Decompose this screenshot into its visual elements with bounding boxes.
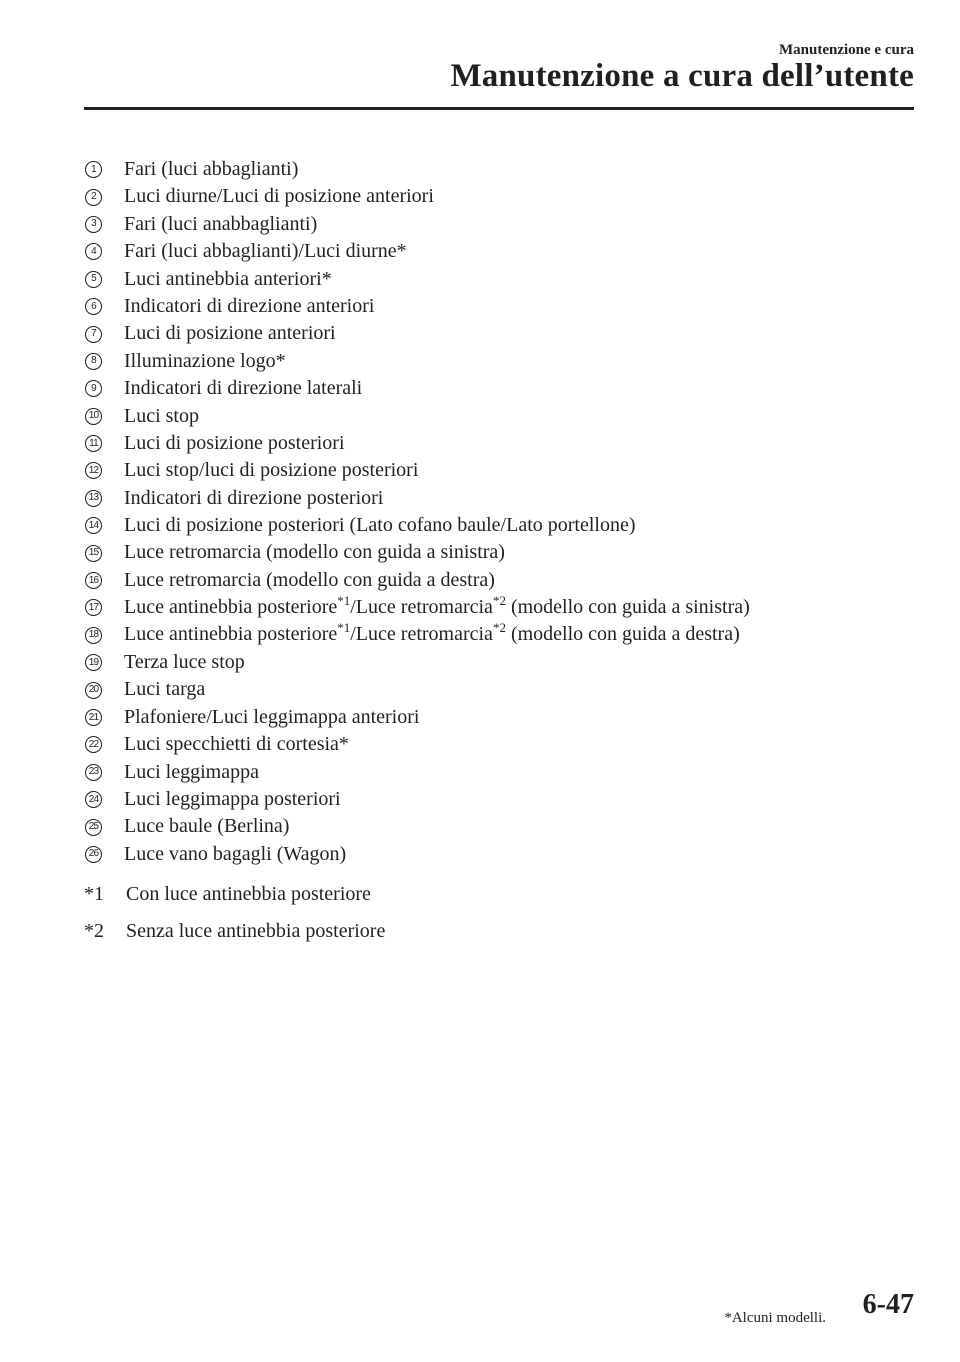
- list-item: [84, 238, 750, 265]
- list-item: [84, 813, 750, 840]
- circled-number: 8: [85, 353, 102, 370]
- item-text: Luci di posizione posteriori (Lato cofano baule/Lato portellone): [124, 514, 636, 537]
- footnote-text: Con luce antinebbia posteriore: [126, 883, 371, 905]
- list-item: [84, 403, 750, 430]
- circled-number: 9: [85, 380, 102, 397]
- circled-number: 16: [85, 572, 102, 589]
- item-text: Luce retromarcia (modello con guida a destra): [124, 568, 495, 591]
- item-text: Luci targa: [124, 678, 206, 701]
- circled-number: 2: [85, 189, 102, 206]
- footnote-ref: *2: [492, 592, 506, 608]
- circled-number: 23: [85, 764, 102, 781]
- item-text: Terza luce stop: [124, 651, 245, 674]
- circled-number: 14: [85, 517, 102, 534]
- footnote: [84, 880, 385, 917]
- lamp-list: [84, 156, 750, 868]
- list-item: [84, 786, 750, 813]
- footnote-mark: *2: [84, 920, 104, 942]
- item-text: Luci leggimappa posteriori: [124, 787, 341, 810]
- circled-number: 6: [85, 298, 102, 315]
- circled-number: 10: [85, 408, 102, 425]
- list-item: [84, 211, 750, 238]
- list-item: [84, 622, 750, 649]
- section-label: Manutenzione e cura: [779, 42, 914, 58]
- item-text: Luci stop/luci di posizione posteriori: [124, 459, 419, 482]
- item-text: Luce vano bagagli (Wagon): [124, 842, 347, 865]
- circled-number: 11: [85, 435, 102, 452]
- circled-number: 15: [85, 545, 102, 562]
- models-note: *Alcuni modelli.: [724, 1310, 826, 1326]
- list-item: [84, 512, 750, 539]
- circled-number: 1: [85, 161, 102, 178]
- list-item: [84, 293, 750, 320]
- footnote-text: Senza luce antinebbia posteriore: [126, 920, 386, 942]
- circled-number: 3: [85, 216, 102, 233]
- circled-number: 12: [85, 462, 102, 479]
- circled-number: 18: [85, 627, 102, 644]
- item-text: Luci diurne/Luci di posizione anteriori: [124, 185, 434, 208]
- item-text: Indicatori di direzione posteriori: [124, 486, 384, 509]
- list-item: [84, 676, 750, 703]
- circled-number: 13: [85, 490, 102, 507]
- list-item: [84, 183, 750, 210]
- circled-number: 7: [85, 326, 102, 343]
- circled-number: 26: [85, 846, 102, 863]
- circled-number: 21: [85, 709, 102, 726]
- list-item: [84, 759, 750, 786]
- circled-number: 22: [85, 736, 102, 753]
- circled-number: 24: [85, 791, 102, 808]
- item-text: Indicatori di direzione anteriori: [124, 294, 375, 317]
- circled-number: 17: [85, 599, 102, 616]
- list-item: [84, 841, 750, 868]
- footnote-ref: *2: [492, 620, 506, 636]
- circled-number: 19: [85, 654, 102, 671]
- list-item: [84, 430, 750, 457]
- circled-number: 25: [85, 819, 102, 836]
- item-text: Luci stop: [124, 404, 199, 427]
- footnote-ref: *1: [337, 592, 351, 608]
- item-text: Plafoniere/Luci leggimappa anteriori: [124, 705, 420, 728]
- page-title: Manutenzione a cura dell’utente: [450, 58, 914, 94]
- item-text: Luci di posizione anteriori: [124, 322, 336, 345]
- item-text: Luci specchietti di cortesia*: [124, 733, 349, 756]
- circled-number: 5: [85, 271, 102, 288]
- item-text: Luce retromarcia (modello con guida a sinistra): [124, 541, 505, 564]
- list-item: [84, 649, 750, 676]
- list-item: [84, 156, 750, 183]
- circled-number: 20: [85, 682, 102, 699]
- list-item: [84, 348, 750, 375]
- item-text: Indicatori di direzione laterali: [124, 377, 363, 400]
- list-item: [84, 457, 750, 484]
- footnote-ref: *1: [337, 620, 351, 636]
- list-item: [84, 731, 750, 758]
- item-text: Fari (luci abbaglianti): [124, 158, 299, 180]
- list-item: [84, 320, 750, 347]
- list-item: [84, 704, 750, 731]
- list-item: [84, 266, 750, 293]
- header-divider: [84, 107, 914, 110]
- page-number: 6-47: [862, 1289, 914, 1320]
- list-item: [84, 485, 750, 512]
- list-item: [84, 567, 750, 594]
- list-item: [84, 539, 750, 566]
- footnote-mark: *1: [84, 883, 104, 905]
- item-text: Fari (luci abbaglianti)/Luci diurne*: [124, 240, 407, 263]
- item-text: Illuminazione logo*: [124, 349, 286, 372]
- item-text: Luce antinebbia posteriore$^{*1}$/Luce retromarcia$^{*2}$ (modello con guida a sinistra): [124, 592, 750, 618]
- footnote: [84, 917, 385, 954]
- item-text: Luci leggimappa: [124, 760, 259, 783]
- item-text: Luce baule (Berlina): [124, 815, 290, 838]
- item-text: Fari (luci anabbaglianti): [124, 212, 318, 235]
- list-item: [84, 594, 750, 621]
- footnotes: [84, 880, 385, 954]
- circled-number: 4: [85, 243, 102, 260]
- list-item: [84, 375, 750, 402]
- item-text: Luce antinebbia posteriore$^{*1}$/Luce retromarcia$^{*2}$ (modello con guida a destra): [124, 620, 740, 646]
- item-text: Luci antinebbia anteriori*: [124, 267, 332, 290]
- item-text: Luci di posizione posteriori: [124, 431, 345, 454]
